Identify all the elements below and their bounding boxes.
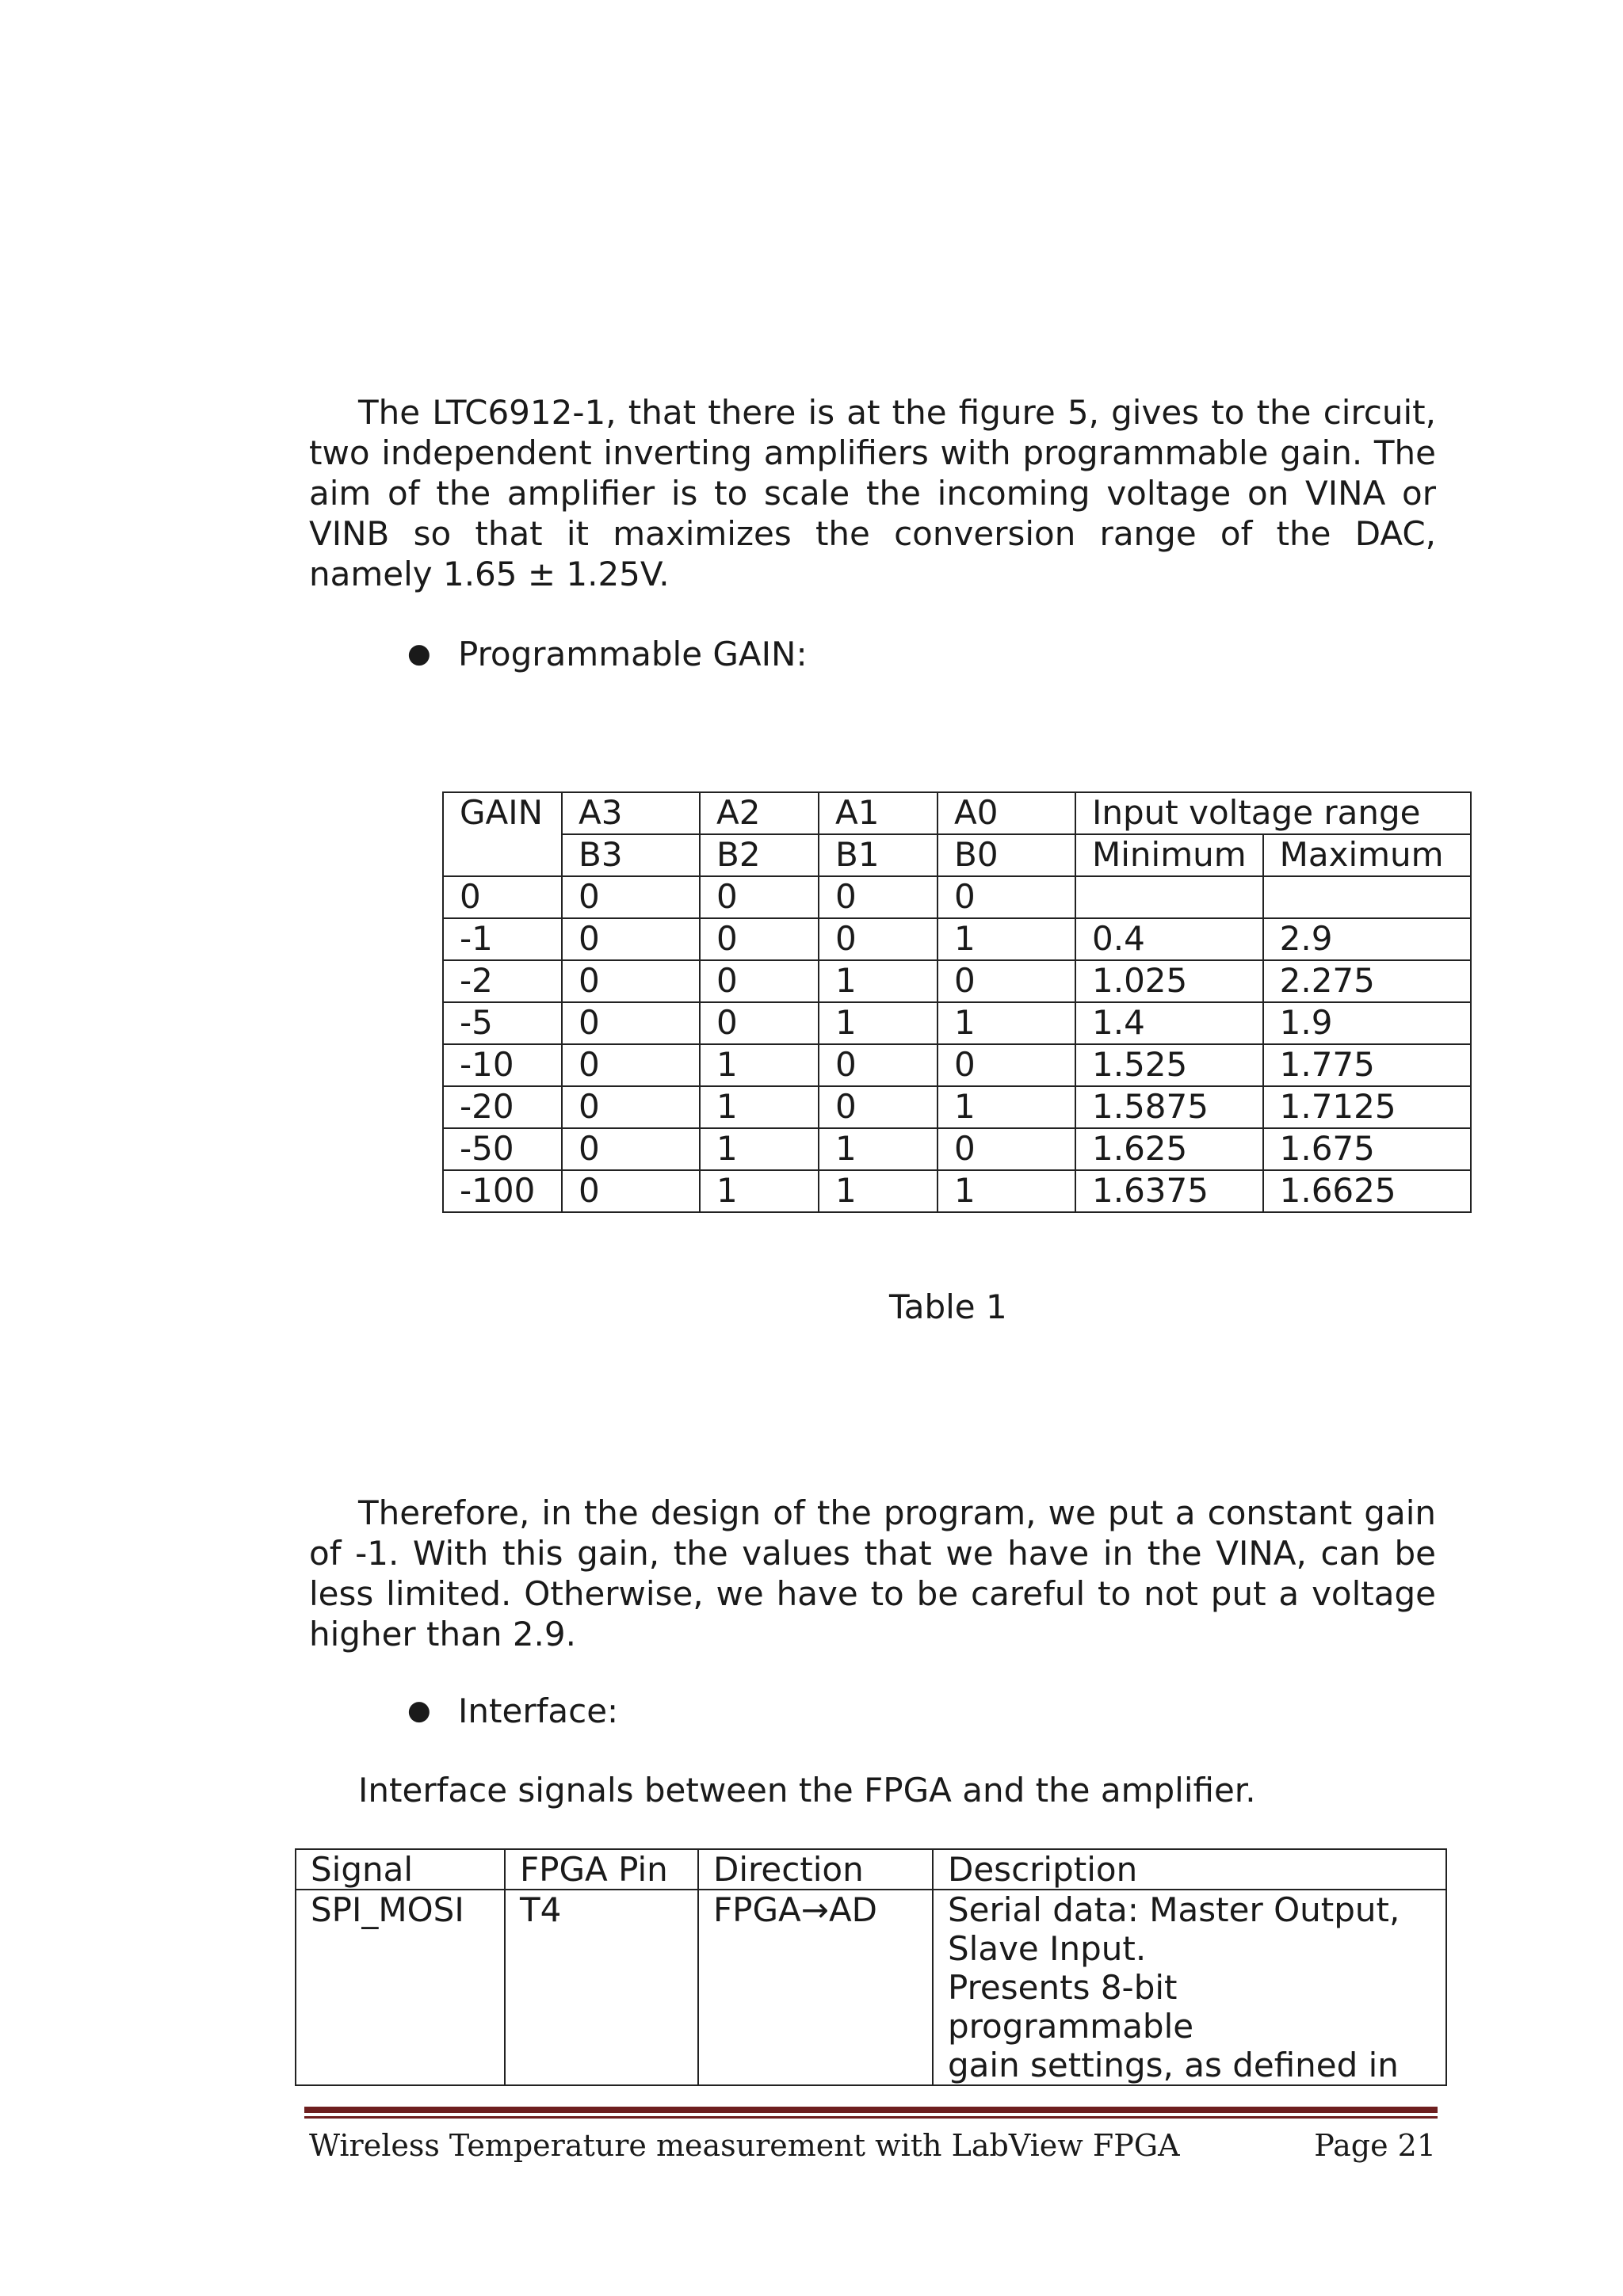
table-cell: 0 xyxy=(938,1044,1075,1086)
table-cell: 1.525 xyxy=(1075,1044,1263,1086)
gain-table xyxy=(442,791,1472,1213)
table-row xyxy=(443,960,1471,1002)
table-cell: 0 xyxy=(562,1002,700,1044)
a2-header: A2 xyxy=(700,792,819,834)
table-row xyxy=(443,1128,1471,1170)
interface-intro: Interface signals between the FPGA and the amplifier. xyxy=(358,1771,1256,1810)
interface-table xyxy=(295,1848,1447,2086)
table-cell: 1.6375 xyxy=(1075,1170,1263,1212)
fpga-pin-header: FPGA Pin xyxy=(505,1849,698,1890)
bullet-icon: ● xyxy=(407,1695,431,1726)
table-cell: 1.025 xyxy=(1075,960,1263,1002)
table-cell: 1 xyxy=(938,918,1075,960)
table-cell: -10 xyxy=(443,1044,562,1086)
table-cell: 1 xyxy=(819,1170,938,1212)
table-cell: 0 xyxy=(562,1128,700,1170)
table-cell xyxy=(1075,876,1263,918)
table-cell: 1.6625 xyxy=(1263,1170,1471,1212)
table-cell: 0 xyxy=(562,876,700,918)
signal-cell: SPI_MOSI xyxy=(296,1890,505,2085)
table-cell: 1.7125 xyxy=(1263,1086,1471,1128)
description-line: Serial data: Master Output, xyxy=(948,1890,1400,1929)
footer-rule xyxy=(304,2107,1438,2113)
description-line: Presents 8-bit programmable xyxy=(948,1968,1194,2046)
table-cell: -100 xyxy=(443,1170,562,1212)
table-cell: 0 xyxy=(819,918,938,960)
signal-header: Signal xyxy=(296,1849,505,1890)
intro-paragraph: The LTC6912-1, that there is at the figure 5, gives to the circuit, two independent inverting amplifiers with programmable gain. The aim of the amplifier is to scale the incoming voltage on VINA or VINB so that it maximizes the conversion range of the DAC, namely 1.65 ± 1.25V. xyxy=(309,393,1436,593)
b1-header: B1 xyxy=(819,834,938,876)
table-cell xyxy=(1263,876,1471,918)
therefore-paragraph: Therefore, in the design of the program, we put a constant gain of -1. With this gain, the values that we have in the VINA, can be less limited. Otherwise, we have to be careful to not put a voltage higher than 2.9. xyxy=(309,1493,1436,1653)
footer-rule-thin xyxy=(304,2116,1438,2119)
table-cell: -5 xyxy=(443,1002,562,1044)
table-cell: -50 xyxy=(443,1128,562,1170)
table-cell: 1 xyxy=(938,1170,1075,1212)
table-cell: 1 xyxy=(938,1086,1075,1128)
a0-header: A0 xyxy=(938,792,1075,834)
table-row xyxy=(443,1002,1471,1044)
description-cell xyxy=(933,1890,1446,2085)
table-cell: 0 xyxy=(700,876,819,918)
a1-header: A1 xyxy=(819,792,938,834)
table-cell: 0 xyxy=(819,1044,938,1086)
page-number: Page 21 xyxy=(1314,2128,1436,2163)
table-cell: 0 xyxy=(700,1002,819,1044)
input-voltage-range-header: Input voltage range xyxy=(1075,792,1471,834)
table-cell: 1.675 xyxy=(1263,1128,1471,1170)
table-cell: 0 xyxy=(562,960,700,1002)
table-cell: 0 xyxy=(700,918,819,960)
table-cell: 1.5875 xyxy=(1075,1086,1263,1128)
table-cell: 2.9 xyxy=(1263,918,1471,960)
description-line: Slave Input. xyxy=(948,1929,1147,1968)
table-cell: 0 xyxy=(819,876,938,918)
footer-title: Wireless Temperature measurement with LabView FPGA xyxy=(309,2128,1180,2163)
table-row xyxy=(443,918,1471,960)
direction-header: Direction xyxy=(698,1849,933,1890)
table-cell: 0 xyxy=(938,876,1075,918)
table-cell: 2.275 xyxy=(1263,960,1471,1002)
table-row xyxy=(443,1086,1471,1128)
table-cell: 1 xyxy=(819,960,938,1002)
table-cell: 0 xyxy=(562,918,700,960)
gain-header: GAIN xyxy=(443,792,562,876)
b2-header: B2 xyxy=(700,834,819,876)
description-line: gain settings, as defined in xyxy=(948,2046,1399,2084)
table-cell: 0 xyxy=(819,1086,938,1128)
table-cell: 0.4 xyxy=(1075,918,1263,960)
direction-cell: FPGA→AD xyxy=(698,1890,933,2085)
pin-cell: T4 xyxy=(505,1890,698,2085)
table-cell: 1 xyxy=(700,1086,819,1128)
table-cell: 1 xyxy=(819,1128,938,1170)
table-cell: 1.4 xyxy=(1075,1002,1263,1044)
a3-header: A3 xyxy=(562,792,700,834)
bullet-icon: ● xyxy=(407,638,431,669)
table-row xyxy=(296,1890,1446,2085)
table-cell: 1.9 xyxy=(1263,1002,1471,1044)
table-row xyxy=(443,1170,1471,1212)
table-cell: 0 xyxy=(562,1086,700,1128)
table-cell: 0 xyxy=(938,1128,1075,1170)
table-cell: 0 xyxy=(938,960,1075,1002)
table-row xyxy=(443,876,1471,918)
table-cell: 0 xyxy=(443,876,562,918)
maximum-header: Maximum xyxy=(1263,834,1471,876)
table-cell: 1.775 xyxy=(1263,1044,1471,1086)
table-cell: 0 xyxy=(700,960,819,1002)
table-cell: 0 xyxy=(562,1044,700,1086)
table-cell: 1 xyxy=(819,1002,938,1044)
table-cell: -2 xyxy=(443,960,562,1002)
table-cell: 1.625 xyxy=(1075,1128,1263,1170)
table-cell: 0 xyxy=(562,1170,700,1212)
table-cell: 1 xyxy=(700,1128,819,1170)
table-caption: Table 1 xyxy=(889,1287,1007,1326)
table-cell: -20 xyxy=(443,1086,562,1128)
table-cell: 1 xyxy=(938,1002,1075,1044)
table-cell: 1 xyxy=(700,1044,819,1086)
b3-header: B3 xyxy=(562,834,700,876)
minimum-header: Minimum xyxy=(1075,834,1263,876)
b0-header: B0 xyxy=(938,834,1075,876)
table-cell: -1 xyxy=(443,918,562,960)
table-row xyxy=(443,1044,1471,1086)
table-cell: 1 xyxy=(700,1170,819,1212)
description-header: Description xyxy=(933,1849,1446,1890)
